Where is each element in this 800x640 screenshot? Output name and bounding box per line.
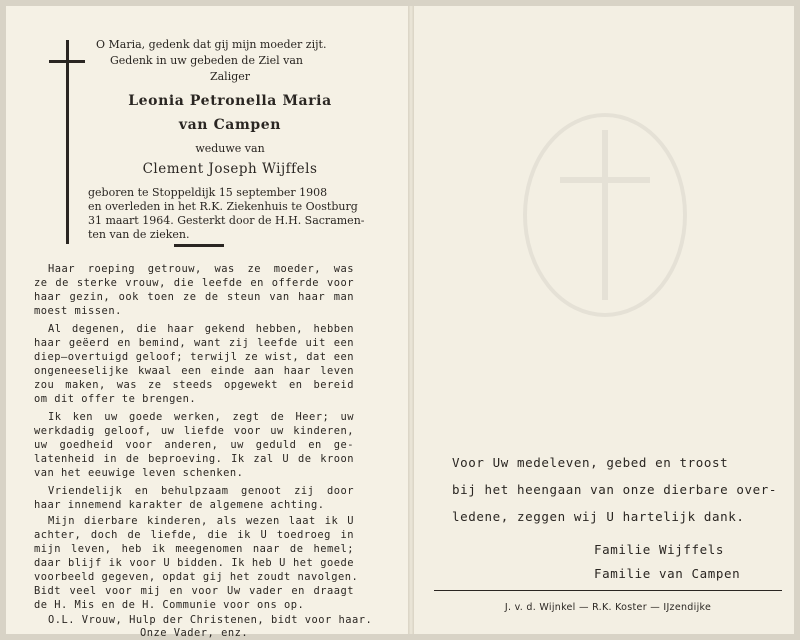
divider [434, 590, 782, 591]
text-line: Bidt veel voor mij en voor Uw vader en draagt [34, 585, 354, 597]
text-line: Haar roeping getrouw, was ze moeder, was [48, 263, 354, 275]
cross-icon-bar [49, 60, 85, 63]
cross-icon [66, 40, 69, 244]
watermark-emblem [510, 100, 700, 330]
text-line: voorbeeld gegeven, opdat gij het zoudt navolgen. [34, 571, 359, 583]
text-line: diep—overtuigd geloof; terwijl ze wist, dat een [34, 351, 354, 363]
family-name: Familie Wijffels [594, 542, 725, 557]
deceased-name: Leonia Petronella Maria [128, 93, 332, 109]
closing-our-father: Onze Vader, enz. [140, 627, 249, 639]
closing-prayer: O.L. Vrouw, Hulp der Christenen, bidt voor haar. [48, 614, 373, 626]
bio-line: geboren te Stoppeldijk 15 september 1908 [88, 186, 328, 199]
thanks-line: ledene, zeggen wij U hartelijk dank. [452, 509, 745, 524]
bio-line: 31 maart 1964. Gesterkt door de H.H. Sacramen- [88, 214, 365, 227]
text-line: ze de sterke vrouw, die leefde en offerde voor [34, 277, 354, 289]
deceased-surname: van Campen [178, 117, 282, 133]
text-line: de H. Mis en de H. Communie voor ons op. [34, 599, 305, 611]
widow-of: weduwe van [195, 142, 265, 155]
text-line: haar geëerd en bemind, want zij leefde uit een [34, 337, 354, 349]
text-line: om dit offer te brengen. [34, 393, 197, 405]
prayer-line: O Maria, gedenk dat gij mijn moeder zijt. [96, 38, 327, 51]
thanks-line: bij het heengaan van onze dierbare over- [452, 482, 778, 497]
text-line: daar blijf ik voor U bidden. Ik heb U het goede [34, 557, 354, 569]
text-line: haar innemend karakter de algemene achting. [34, 499, 325, 511]
text-line: van het eeuwige leven schenken. [34, 467, 244, 479]
prayer-line: Gedenk in uw gebeden de Ziel van [110, 54, 304, 67]
text-line: Mijn dierbare kinderen, als wezen laat ik U [48, 515, 354, 527]
text-line: werkdadig geloof, uw liefde voor uw kinderen, [34, 425, 354, 437]
text-line: uw goedheid voor anderen, uw geduld en ge- [34, 439, 354, 451]
text-line: latenheid in de beproeving. Ik zal U de kroon [34, 453, 354, 465]
prayer-line: Zaliger [209, 70, 251, 83]
printer-credit: J. v. d. Wijnkel — R.K. Koster — IJzendijke [504, 602, 712, 613]
bio-line: en overleden in het R.K. Ziekenhuis te Oostburg [88, 200, 358, 213]
text-line: Ik ken uw goede werken, zegt de Heer; uw [48, 411, 354, 423]
bio-line: ten van de zieken. [88, 228, 190, 241]
text-line: mijn leven, heb ik meegenomen naar de hemel; [34, 543, 354, 555]
text-line: achter, doch de liefde, die ik U toedroeg in [34, 529, 354, 541]
thanks-line: Voor Uw medeleven, gebed en troost [452, 455, 729, 470]
text-line: zou maken, was ze steeds opgewekt en bereid [34, 379, 354, 391]
husband-name: Clement Joseph Wijffels [142, 161, 318, 177]
divider [174, 244, 224, 247]
text-line: ongeneeselijke kwaal een einde aan haar leven [34, 365, 354, 377]
text-line: haar gezin, ook toen ze de steun van haar man [34, 291, 354, 303]
text-line: moest missen. [34, 305, 122, 317]
family-name: Familie van Campen [594, 566, 741, 581]
text-line: Al degenen, die haar gekend hebben, hebben [48, 323, 354, 335]
text-line: Vriendelijk en behulpzaam genoot zij door [48, 485, 354, 497]
